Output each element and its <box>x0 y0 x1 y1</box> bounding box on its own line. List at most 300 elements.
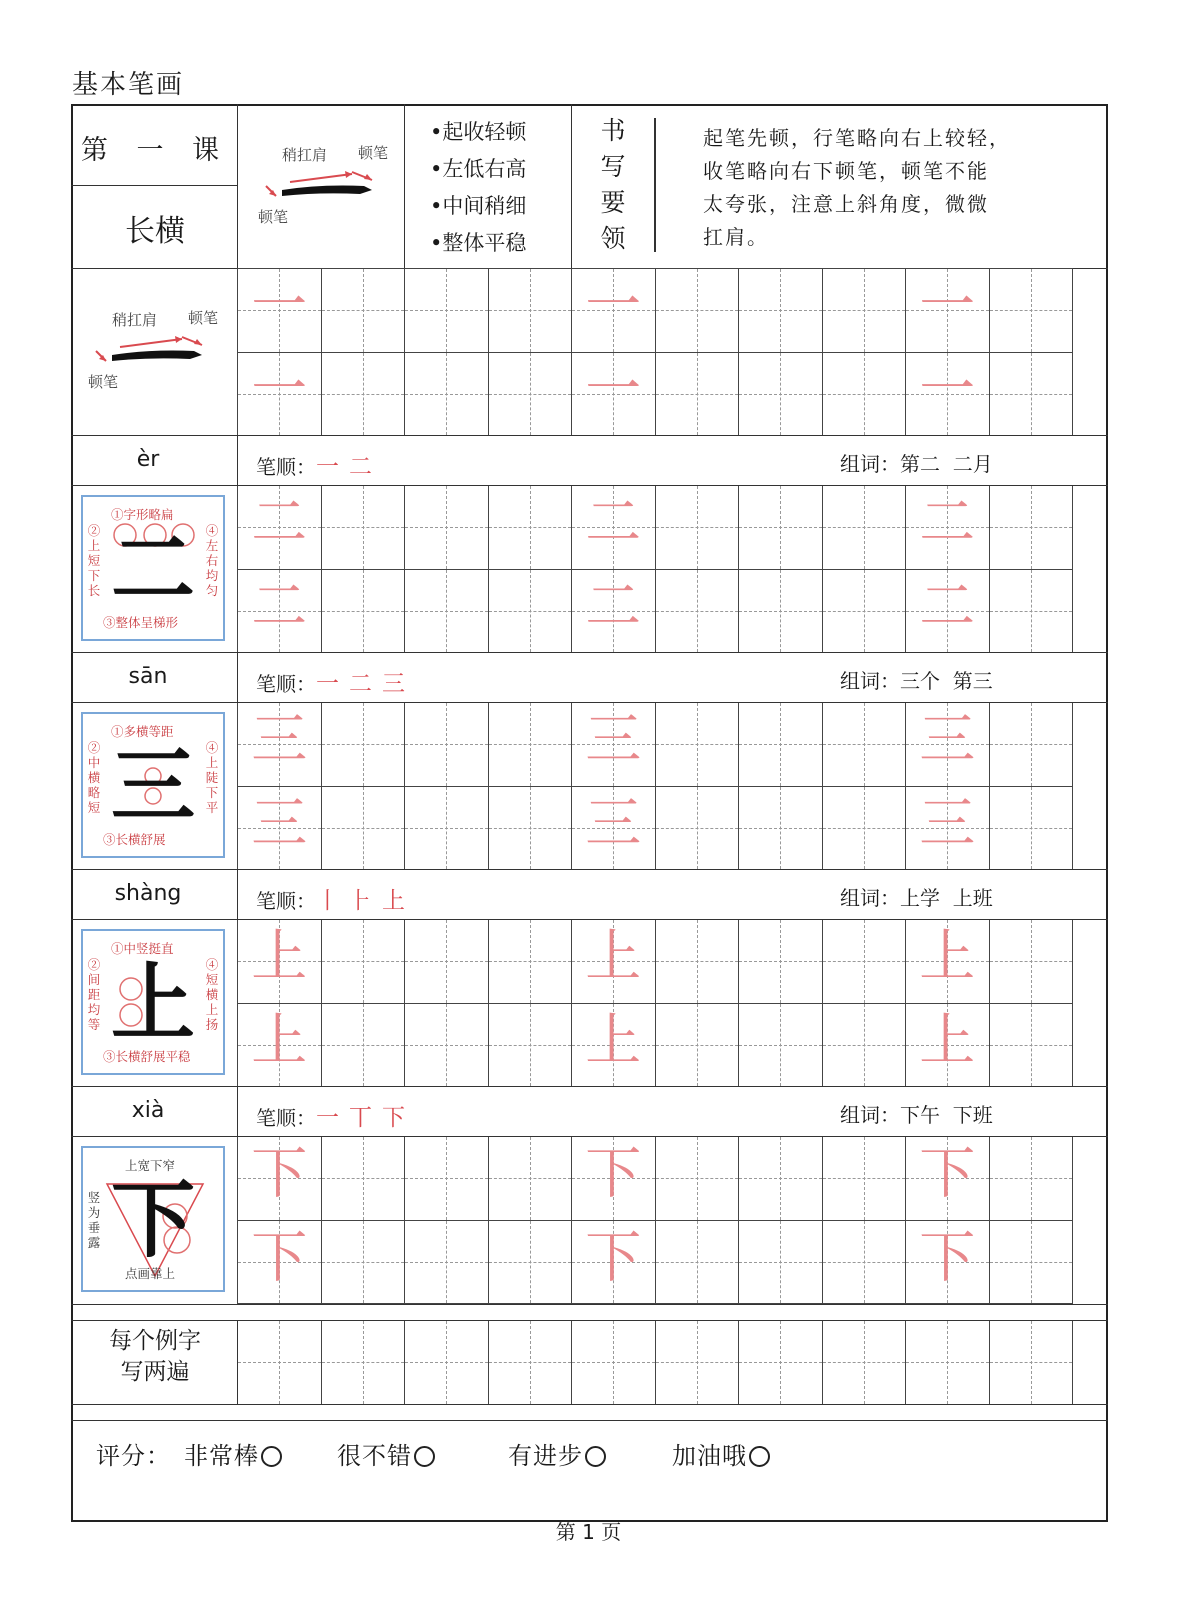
practice-cell[interactable] <box>321 1320 406 1405</box>
trace-glyph: 二 <box>251 574 308 640</box>
practice-cell[interactable] <box>321 485 406 570</box>
practice-cell[interactable] <box>655 1220 740 1305</box>
guide-line-vertical <box>864 353 865 436</box>
illustration-tip: ①字形略扁 <box>111 507 174 522</box>
guide-line-vertical <box>446 1137 447 1220</box>
practice-cell[interactable] <box>822 1003 907 1088</box>
practice-cell[interactable] <box>905 268 990 353</box>
guide-line-vertical <box>446 570 447 653</box>
guide-line-vertical <box>697 1321 698 1404</box>
stroke-order <box>256 665 415 698</box>
practice-cell[interactable] <box>404 786 489 871</box>
stroke-order-step: 一 <box>316 1105 339 1131</box>
guide-line-vertical <box>279 1321 280 1404</box>
illustration-tip: ③长横舒展 <box>103 832 166 847</box>
practice-cell[interactable] <box>571 919 656 1004</box>
guide-line-vertical <box>1031 787 1032 870</box>
practice-cell[interactable] <box>488 485 573 570</box>
annotation-start-pause: 顿笔 <box>88 373 119 391</box>
guide-line-vertical <box>363 1321 364 1404</box>
practice-cell[interactable] <box>488 569 573 654</box>
guide-line-vertical <box>446 920 447 1003</box>
illustration-tip: 点画靠上 <box>125 1266 176 1281</box>
trace-glyph: 三 <box>251 707 308 773</box>
trace-glyph: 三 <box>919 791 976 857</box>
guide-line-vertical <box>446 269 447 352</box>
illustration-tip: ③长横舒展平稳 <box>103 1049 191 1064</box>
practice-cell[interactable] <box>655 268 740 353</box>
practice-cell[interactable] <box>738 1003 823 1088</box>
stroke-order-step: 一 <box>316 454 339 480</box>
practice-cell[interactable] <box>237 1320 322 1405</box>
practice-cell[interactable] <box>488 1003 573 1088</box>
word-examples-label: 组词： <box>840 669 900 693</box>
stroke-order-label: 笔顺： <box>256 1106 316 1130</box>
review-top-line-1 <box>71 1304 1108 1305</box>
practice-cell[interactable] <box>321 702 406 787</box>
trace-glyph: 下 <box>585 1225 642 1291</box>
stroke-name: 长横 <box>125 214 185 249</box>
guide-line-vertical <box>363 486 364 569</box>
trace-glyph: 三 <box>585 707 642 773</box>
practice-cell[interactable] <box>905 1136 990 1221</box>
stroke-order <box>256 448 382 481</box>
annotation-shoulder: 稍扛肩 <box>282 146 328 164</box>
rating-option-1[interactable]: 非常棒 <box>184 1436 282 1471</box>
practice-cell[interactable] <box>237 702 322 787</box>
trace-glyph: 一 <box>585 273 642 339</box>
pinyin: èr <box>136 447 160 472</box>
practice-cell[interactable] <box>822 1220 907 1305</box>
practice-cell[interactable] <box>822 1320 907 1405</box>
practice-cell[interactable] <box>237 485 322 570</box>
guide-line-vertical <box>446 1321 447 1404</box>
trace-glyph: 上 <box>251 924 308 990</box>
guide-line-vertical <box>530 1004 531 1087</box>
stroke-order-step: 丨 <box>316 888 339 914</box>
practice-cell[interactable] <box>488 268 573 353</box>
guide-line-vertical <box>864 1221 865 1304</box>
word-examples <box>840 448 993 477</box>
practice-cell[interactable] <box>738 1320 823 1405</box>
guide-line-vertical <box>530 269 531 352</box>
practice-cell[interactable] <box>905 569 990 654</box>
trace-glyph: 三 <box>585 791 642 857</box>
word-examples <box>840 665 993 694</box>
guide-line-vertical <box>947 1321 948 1404</box>
practice-cell[interactable] <box>488 786 573 871</box>
info-row-top-line <box>71 435 1108 436</box>
practice-cell[interactable] <box>571 1220 656 1305</box>
guide-line-vertical <box>864 1004 865 1087</box>
practice-cell[interactable] <box>321 786 406 871</box>
circle-icon[interactable] <box>749 1446 770 1467</box>
guide-line-vertical <box>530 486 531 569</box>
practice-cell[interactable] <box>321 1220 406 1305</box>
guide-line-vertical <box>363 1221 364 1304</box>
pinyin: xià <box>131 1098 165 1123</box>
practice-cell[interactable] <box>905 919 990 1004</box>
illustration-tip: ②间距均等 <box>87 957 101 1032</box>
practice-cell[interactable] <box>571 569 656 654</box>
guide-line-vertical <box>780 1221 781 1304</box>
page-number: 第 1 页 <box>555 1520 622 1544</box>
guide-line-vertical <box>697 1137 698 1220</box>
practice-cell[interactable] <box>571 485 656 570</box>
guide-line-vertical <box>530 920 531 1003</box>
review-bottom-line-1 <box>71 1404 1108 1405</box>
practice-cell[interactable] <box>488 1320 573 1405</box>
trace-glyph: 二 <box>919 574 976 640</box>
guide-line-vertical <box>697 486 698 569</box>
practice-cell[interactable] <box>655 919 740 1004</box>
practice-cell[interactable] <box>655 569 740 654</box>
guide-line-vertical <box>446 787 447 870</box>
practice-cell[interactable] <box>404 268 489 353</box>
practice-cell[interactable] <box>321 1003 406 1088</box>
lesson-label: 第 一 课 <box>80 135 230 166</box>
guide-line-vertical <box>780 269 781 352</box>
guide-line-vertical <box>697 920 698 1003</box>
trace-glyph: 上 <box>919 924 976 990</box>
illustration-tip: ②上短下长 <box>87 523 101 598</box>
practice-cell[interactable] <box>404 1220 489 1305</box>
practice-cell[interactable] <box>321 919 406 1004</box>
guide-line-vertical <box>530 1221 531 1304</box>
practice-cell[interactable] <box>738 786 823 871</box>
guide-line-vertical <box>864 1321 865 1404</box>
practice-cell[interactable] <box>989 485 1074 570</box>
practice-cell[interactable] <box>488 919 573 1004</box>
practice-cell[interactable] <box>822 485 907 570</box>
key-points-list <box>430 114 526 262</box>
practice-cell[interactable] <box>655 1136 740 1221</box>
guide-line-vertical <box>1031 486 1032 569</box>
trace-glyph: 下 <box>919 1141 976 1207</box>
stroke-order-step: 丅 <box>349 1105 372 1131</box>
practice-cell[interactable] <box>321 352 406 437</box>
practice-cell[interactable] <box>738 1136 823 1221</box>
practice-cell[interactable] <box>321 569 406 654</box>
guide-line-vertical <box>1031 1321 1032 1404</box>
illustration-tip: ③整体呈梯形 <box>103 615 179 630</box>
guide-line-vertical <box>697 353 698 436</box>
practice-cell[interactable] <box>989 352 1074 437</box>
practice-cell[interactable] <box>237 268 322 353</box>
word-examples-value: 上学 上班 <box>900 886 993 910</box>
practice-cell[interactable] <box>655 485 740 570</box>
practice-cell[interactable] <box>655 352 740 437</box>
circle-icon[interactable] <box>414 1446 435 1467</box>
stroke-order-label: 笔顺： <box>256 889 316 913</box>
key-point: •中间稍细 <box>430 194 527 218</box>
guide-line-vertical <box>363 353 364 436</box>
trace-glyph: 上 <box>251 1008 308 1074</box>
guide-line-vertical <box>697 1004 698 1087</box>
practice-cell[interactable] <box>655 1320 740 1405</box>
guide-line-vertical <box>1031 1004 1032 1087</box>
annotation-shoulder: 稍扛肩 <box>112 311 158 329</box>
practice-cell[interactable] <box>571 786 656 871</box>
practice-cell[interactable] <box>571 1136 656 1221</box>
practice-cell[interactable] <box>905 352 990 437</box>
practice-cell[interactable] <box>237 919 322 1004</box>
key-point: •起收轻顿 <box>430 120 527 144</box>
model-glyph: 三 <box>110 736 195 835</box>
practice-cell[interactable] <box>738 569 823 654</box>
guide-line-vertical <box>446 1221 447 1304</box>
stroke-order <box>256 882 415 915</box>
guide-line-vertical <box>1031 703 1032 786</box>
key-point: •整体平稳 <box>430 231 527 255</box>
rating-option-2[interactable]: 很不错 <box>337 1436 435 1471</box>
info-row-bottom-line <box>71 702 1108 703</box>
practice-cell[interactable] <box>321 1136 406 1221</box>
stroke-order-step: 二 <box>349 454 372 480</box>
illustration-tip: 上宽下窄 <box>125 1158 176 1173</box>
practice-cell[interactable] <box>237 1220 322 1305</box>
practice-cell[interactable] <box>822 786 907 871</box>
practice-cell[interactable] <box>404 919 489 1004</box>
practice-cell[interactable] <box>822 268 907 353</box>
stroke-order-step: 三 <box>382 671 405 697</box>
guide-line-vertical <box>864 269 865 352</box>
trace-glyph: 下 <box>251 1141 308 1207</box>
key-point: •左低右高 <box>430 157 527 181</box>
practice-cell[interactable] <box>488 1220 573 1305</box>
guide-line-vertical <box>363 1137 364 1220</box>
practice-cell[interactable] <box>989 919 1074 1004</box>
guide-line-vertical <box>1031 570 1032 653</box>
practice-cell[interactable] <box>571 268 656 353</box>
guide-line-vertical <box>363 787 364 870</box>
practice-cell[interactable] <box>237 352 322 437</box>
guide-line-vertical <box>864 920 865 1003</box>
illustration-tip: ①中竖挺直 <box>111 941 174 956</box>
annotation-start-pause: 顿笔 <box>258 208 289 226</box>
practice-cell[interactable] <box>571 1320 656 1405</box>
practice-cell[interactable] <box>822 919 907 1004</box>
practice-cell[interactable] <box>738 485 823 570</box>
guide-line-vertical <box>1031 269 1032 352</box>
practice-cell[interactable] <box>989 1136 1074 1221</box>
practice-cell[interactable] <box>822 1136 907 1221</box>
practice-cell[interactable] <box>905 1003 990 1088</box>
stroke-order-step: ⺊ <box>349 888 372 914</box>
info-row-bottom-line <box>71 1136 1108 1137</box>
stroke-order <box>256 1099 415 1132</box>
guide-line-vertical <box>446 486 447 569</box>
practice-cell[interactable] <box>989 702 1074 787</box>
word-examples-value: 下午 下班 <box>900 1103 993 1127</box>
stroke-diagram-header <box>240 130 402 250</box>
stroke-diagram-practice <box>80 295 230 405</box>
guide-line-vertical <box>1031 1137 1032 1220</box>
guide-line-vertical <box>530 787 531 870</box>
info-row-top-line <box>71 869 1108 870</box>
info-row-bottom-line <box>71 485 1108 486</box>
trace-glyph: 三 <box>251 791 308 857</box>
practice-cell[interactable] <box>488 1136 573 1221</box>
practice-cell[interactable] <box>989 1220 1074 1305</box>
practice-cell[interactable] <box>989 1320 1074 1405</box>
illustration-tip: ④左右均匀 <box>205 523 219 598</box>
guide-line-vertical <box>780 787 781 870</box>
header-divider-2 <box>571 104 572 268</box>
practice-cell[interactable] <box>822 569 907 654</box>
trace-glyph: 一 <box>251 357 308 423</box>
word-examples-value: 第二 二月 <box>900 452 993 476</box>
review-top-line-2 <box>71 1320 1108 1321</box>
practice-cell[interactable] <box>237 786 322 871</box>
practice-cell[interactable] <box>404 1136 489 1221</box>
guide-line-vertical <box>446 353 447 436</box>
guide-line-vertical <box>780 1004 781 1087</box>
practice-cell[interactable] <box>738 352 823 437</box>
character-illustration <box>81 929 225 1075</box>
info-row-top-line <box>71 652 1108 653</box>
info-row-top-line <box>71 1086 1108 1087</box>
rating-label: 评分： <box>96 1442 171 1470</box>
word-examples-label: 组词： <box>840 452 900 476</box>
practice-cell[interactable] <box>488 352 573 437</box>
guide-line-vertical <box>864 486 865 569</box>
guide-line-vertical <box>613 1321 614 1404</box>
stroke-glyph-practice <box>90 325 210 375</box>
trace-glyph: 上 <box>585 1008 642 1074</box>
guide-line-vertical <box>697 269 698 352</box>
practice-cell[interactable] <box>404 702 489 787</box>
practice-cell[interactable] <box>905 485 990 570</box>
review-instruction: 每个例字 写两遍 <box>109 1328 201 1385</box>
practice-cell[interactable] <box>738 702 823 787</box>
practice-cell[interactable] <box>989 786 1074 871</box>
practice-cell[interactable] <box>905 1320 990 1405</box>
guide-line-vertical <box>697 1221 698 1304</box>
guide-line-vertical <box>363 703 364 786</box>
practice-cell[interactable] <box>237 1136 322 1221</box>
circle-icon[interactable] <box>585 1446 606 1467</box>
guide-line-vertical <box>780 1321 781 1404</box>
character-illustration <box>81 1146 225 1292</box>
guide-line-vertical <box>1031 353 1032 436</box>
guide-line-vertical <box>864 703 865 786</box>
review-divider <box>237 1320 238 1404</box>
guide-line-vertical <box>780 353 781 436</box>
practice-cell[interactable] <box>905 702 990 787</box>
practice-cell[interactable] <box>571 1003 656 1088</box>
practice-cell[interactable] <box>321 268 406 353</box>
word-examples-value: 三个 第三 <box>900 669 993 693</box>
practice-cell[interactable] <box>237 569 322 654</box>
guide-line-vertical <box>446 1004 447 1087</box>
rating-option-4[interactable]: 加油哦 <box>672 1436 770 1471</box>
guide-line-vertical <box>780 920 781 1003</box>
pinyin: shàng <box>114 881 182 906</box>
practice-cell[interactable] <box>738 919 823 1004</box>
guide-line-vertical <box>363 570 364 653</box>
trace-glyph: 一 <box>919 273 976 339</box>
illustration-tip: ④上陡下平 <box>205 740 219 815</box>
practice-cell[interactable] <box>655 1003 740 1088</box>
practice-cell[interactable] <box>822 702 907 787</box>
guide-line-vertical <box>864 570 865 653</box>
circle-icon[interactable] <box>261 1446 282 1467</box>
word-examples <box>840 882 993 911</box>
practice-cell[interactable] <box>571 352 656 437</box>
practice-cell[interactable] <box>404 569 489 654</box>
guide-line-vertical <box>530 353 531 436</box>
stroke-order-step: 下 <box>382 1105 405 1131</box>
page-title: 基本笔画 <box>72 70 185 100</box>
practice-cell[interactable] <box>404 1320 489 1405</box>
stroke-glyph-header <box>260 160 380 210</box>
practice-cell[interactable] <box>237 1003 322 1088</box>
trace-glyph: 下 <box>585 1141 642 1207</box>
guide-line-vertical <box>530 1321 531 1404</box>
word-examples <box>840 1099 993 1128</box>
model-glyph: 二 <box>110 519 195 618</box>
trace-glyph: 上 <box>585 924 642 990</box>
guide-line-vertical <box>780 703 781 786</box>
word-examples-label: 组词： <box>840 886 900 910</box>
practice-cell[interactable] <box>738 268 823 353</box>
guide-line-vertical <box>363 920 364 1003</box>
stroke-order-label: 笔顺： <box>256 455 316 479</box>
illustration-tip: 竖为垂露 <box>87 1190 101 1250</box>
practice-cell[interactable] <box>822 352 907 437</box>
trace-glyph: 一 <box>919 357 976 423</box>
practice-cell[interactable] <box>989 1003 1074 1088</box>
guide-line-vertical <box>530 570 531 653</box>
trace-glyph: 下 <box>251 1225 308 1291</box>
practice-cell[interactable] <box>905 786 990 871</box>
trace-glyph: 一 <box>585 357 642 423</box>
guide-line-vertical <box>446 703 447 786</box>
guide-line-vertical <box>1031 920 1032 1003</box>
practice-cell[interactable] <box>989 268 1074 353</box>
practice-cell[interactable] <box>738 1220 823 1305</box>
practice-cell[interactable] <box>488 702 573 787</box>
guide-line-vertical <box>697 703 698 786</box>
trace-glyph: 二 <box>585 490 642 556</box>
lesson-divider <box>71 185 237 186</box>
practice-cell[interactable] <box>404 485 489 570</box>
trace-glyph: 二 <box>251 490 308 556</box>
guide-line-vertical <box>697 570 698 653</box>
annotation-end-pause: 顿笔 <box>188 309 219 327</box>
header-divider-1 <box>404 104 405 268</box>
rating-option-3[interactable]: 有进步 <box>508 1436 606 1471</box>
character-illustration <box>81 495 225 641</box>
practice-cell[interactable] <box>905 1220 990 1305</box>
writing-tips-label: 书 写 要 领 <box>600 116 626 253</box>
stroke-order-label: 笔顺： <box>256 672 316 696</box>
practice-cell[interactable] <box>989 569 1074 654</box>
trace-glyph: 二 <box>585 574 642 640</box>
word-examples-label: 组词： <box>840 1103 900 1127</box>
guide-line-vertical <box>697 787 698 870</box>
practice-cell[interactable] <box>655 786 740 871</box>
practice-cell[interactable] <box>571 702 656 787</box>
guide-line-vertical <box>363 269 364 352</box>
review-bottom-line-2 <box>71 1420 1108 1421</box>
model-glyph: 上 <box>110 953 195 1052</box>
character-illustration <box>81 712 225 858</box>
practice-cell[interactable] <box>655 702 740 787</box>
practice-cell[interactable] <box>404 1003 489 1088</box>
practice-cell[interactable] <box>404 352 489 437</box>
